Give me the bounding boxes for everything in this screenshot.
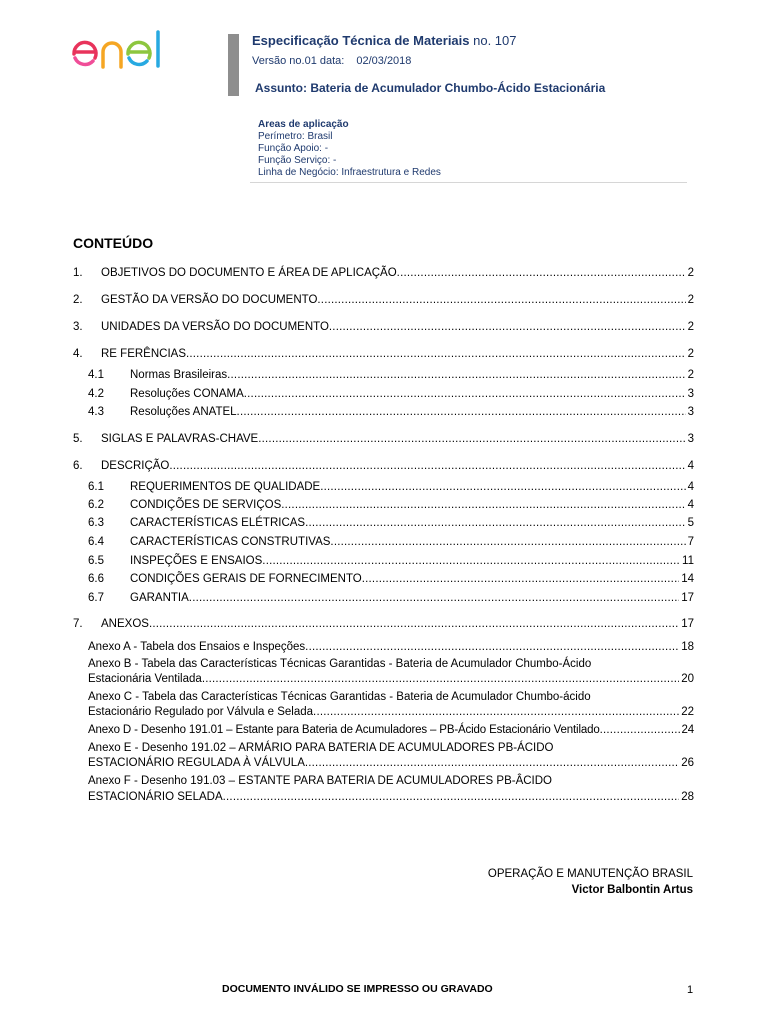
toc-annex[interactable]: Estacionário Regulado por Válvula e Selada ..... 22 [88, 705, 694, 719]
toc-subentry[interactable]: 6.5 INSPEÇÕES E ENSAIOS ..... 11 [88, 554, 694, 568]
toc-entry[interactable]: 2. GESTÃO DA VERSÃO DO DOCUMENTO ..... 2 [73, 293, 694, 307]
toc-subentry[interactable]: 4.3 Resoluções ANATEL ..... 3 [88, 405, 694, 419]
toc-annex-line1[interactable]: Anexo B - Tabela das Características Técnicas Garantidas - Bateria de Acumulador Chumbo-Ácido [88, 658, 592, 670]
toc-annex-line1[interactable]: Anexo F - Desenho 191.03 – ESTANTE PARA BATERIA DE ACUMULADORES PB-ÂCIDO [88, 775, 552, 787]
toc-entry[interactable]: 3. UNIDADES DA VERSÃO DO DOCUMENTO ..... 2 [73, 320, 694, 334]
page-number: 1 [687, 984, 694, 996]
enel-logo [70, 22, 182, 72]
toc-subentry[interactable]: 6.4 CARACTERÍSTICAS CONSTRUTIVAS ..... 7 [88, 535, 694, 549]
toc-annex-line1[interactable]: Anexo E - Desenho 191.02 – ARMÁRIO PARA BATERIA DE ACUMULADORES PB-ÁCIDO [88, 742, 554, 754]
subject: Assunto: Bateria de Acumulador Chumbo-Ácido Estacionária [255, 81, 606, 95]
signatory-name: Victor Balbontin Artus [571, 884, 693, 896]
toc-subentry[interactable]: 6.3 CARACTERÍSTICAS ELÉTRICAS ..... 5 [88, 516, 694, 530]
areas-line: Perímetro: Brasil [258, 131, 333, 142]
toc-heading: CONTEÚDO [73, 235, 154, 251]
areas-line: Linha de Negócio: Infraestrutura e Redes [258, 167, 441, 178]
areas-line: Função Apoio: - [258, 143, 329, 154]
header-accent-bar [228, 34, 239, 96]
areas-title: Areas de aplicação [258, 119, 349, 130]
footer-notice: DOCUMENTO INVÁLIDO SE IMPRESSO OU GRAVADO [222, 983, 493, 995]
toc-subentry[interactable]: 6.1 REQUERIMENTOS DE QUALIDADE ..... 4 [88, 480, 694, 494]
toc-entry[interactable]: 5. SIGLAS E PALAVRAS-CHAVE ..... 3 [73, 432, 694, 446]
toc-subentry[interactable]: 6.6 CONDIÇÕES GERAIS DE FORNECIMENTO ..... 14 [88, 572, 694, 586]
toc-annex-line1[interactable]: Anexo C - Tabela das Características Técnicas Garantidas - Bateria de Acumulador Chumbo-ácido [88, 691, 591, 703]
toc-entry[interactable]: 1. OBJETIVOS DO DOCUMENTO E ÁREA DE APLICAÇÃO ..... 2 [73, 266, 694, 280]
spec-title: Especificação Técnica de Materiais no. 107 [252, 33, 517, 48]
version-line: Versão no.01 data: 02/03/2018 [252, 55, 412, 67]
toc-entry[interactable]: 7. ANEXOS ..... 17 [73, 617, 694, 631]
application-areas [258, 119, 441, 179]
toc-annex[interactable]: ESTACIONÁRIO SELADA ..... 28 [88, 790, 694, 804]
toc-subentry[interactable]: 4.2 Resoluções CONAMA ..... 3 [88, 387, 694, 401]
toc-annex[interactable]: ESTACIONÁRIO REGULADA À VÁLVULA ..... 26 [88, 756, 694, 770]
toc-annex[interactable]: Anexo D - Desenho 191.01 – Estante para Bateria de Acumuladores – PB-Ácido Estacionário Ventilado ..... 24 [88, 723, 694, 737]
areas-line: Função Serviço: - [258, 155, 337, 166]
toc-entry[interactable]: 4. RE FERÊNCIAS ..... 2 [73, 347, 694, 361]
toc-subentry[interactable]: 6.7 GARANTIA ..... 17 [88, 591, 694, 605]
toc-entry[interactable]: 6. DESCRIÇÃO ..... 4 [73, 459, 694, 473]
header-divider [250, 182, 687, 183]
toc-annex[interactable]: Estacionária Ventilada ..... 20 [88, 672, 694, 686]
department-name: OPERAÇÃO E MANUTENÇÃO BRASIL [487, 868, 693, 880]
toc-subentry[interactable]: 6.2 CONDIÇÕES DE SERVIÇOS ..... 4 [88, 498, 694, 512]
toc-annex[interactable]: Anexo A - Tabela dos Ensaios e Inspeções ..... 18 [88, 640, 694, 654]
toc-subentry[interactable]: 4.1 Normas Brasileiras ..... 2 [88, 368, 694, 382]
